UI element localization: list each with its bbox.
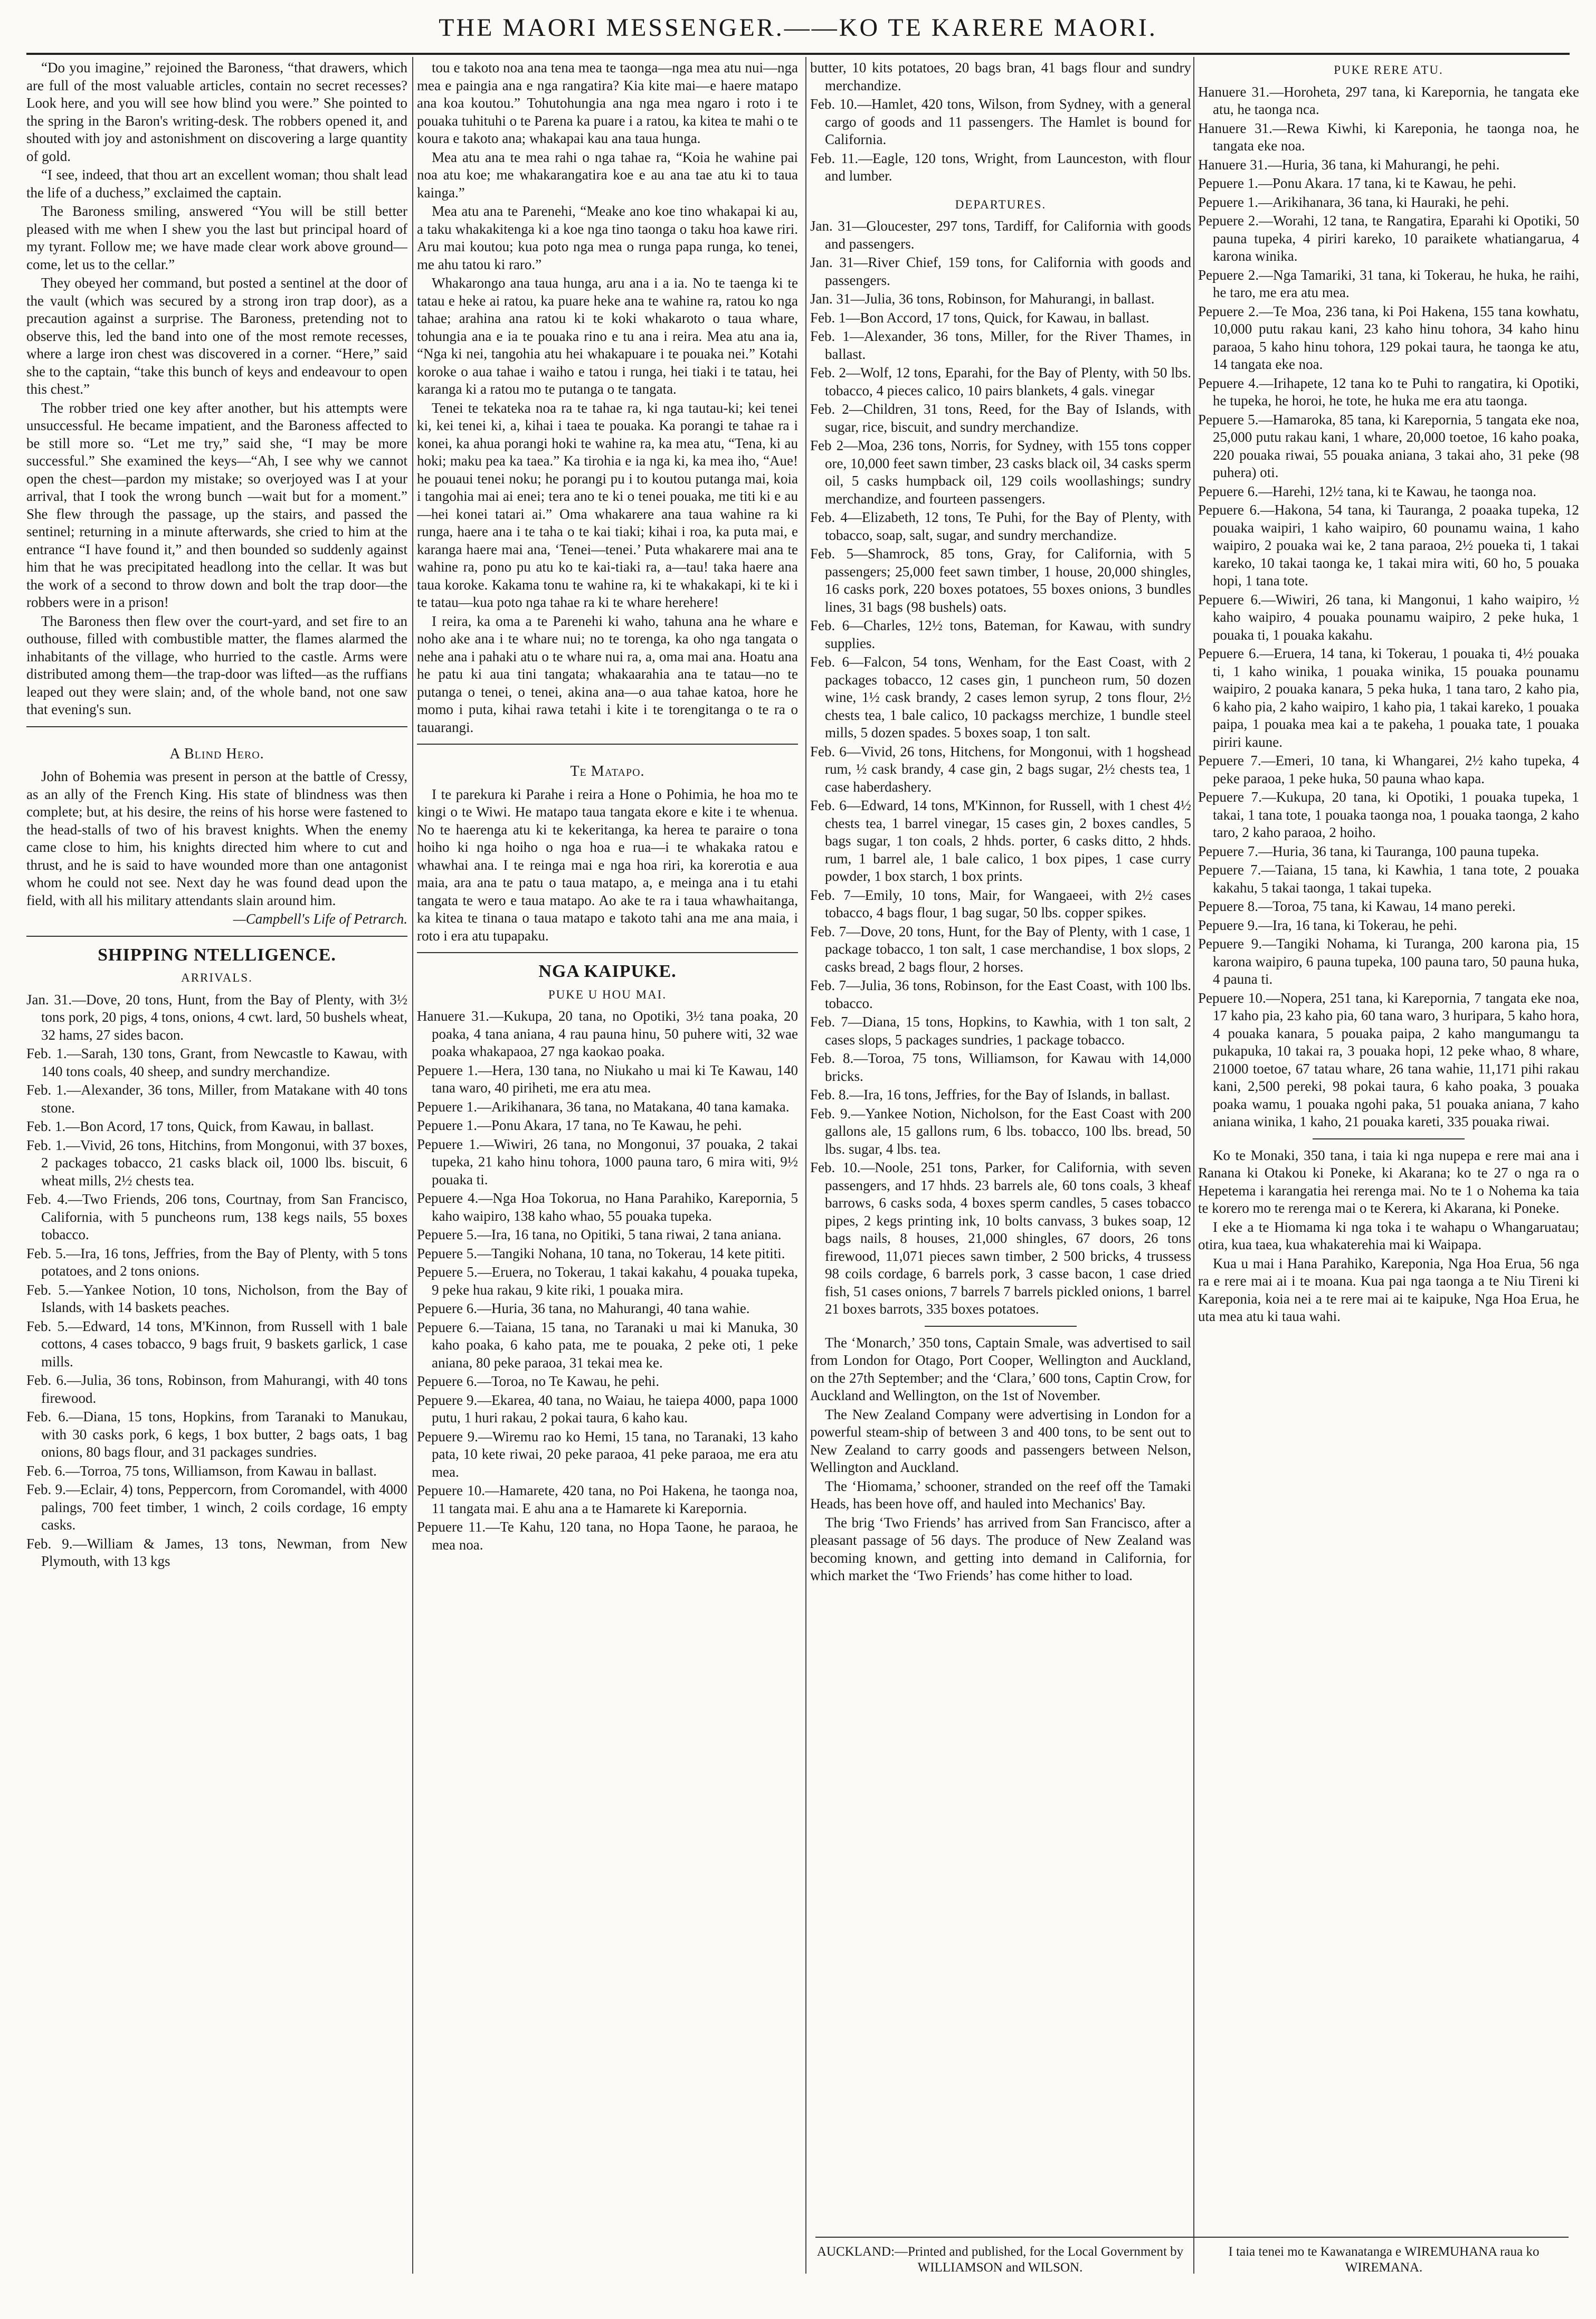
- departure-entry: Jan. 31—Gloucester, 297 tons, Tardiff, for California with goods and passengers.: [810, 218, 1191, 252]
- arrival-entry: butter, 10 kits potatoes, 20 bags bran, 41 bags flour and sundry merchandize.: [810, 60, 1191, 93]
- section-rule: [26, 936, 407, 937]
- puke-rere-entry: Pepuere 2.—Te Moa, 236 tana, ki Poi Hakena, 155 tana kowhatu, 10,000 putu rakau kani, 23 kaho hinu tohora, 34 kaho hinu paraoa, 5 kaho hinu tohora, 129 pokai taura, he taonga ke atu, 14 tangata eke noa.: [1198, 303, 1579, 372]
- departure-entry: Feb. 6—Falcon, 54 tons, Wenham, for the East Coast, with 2 packages tobacco, 12 cases gin, 1 puncheon rum, 50 dozen wine, 1½ cask brandy, 2 cases lemon syrup, 2 tons flour, 2½ chests tea, 1 bale calico, 10 packagss merchize, 1 bundle steel mills, 5 dozen spades. 5 boxes soap, 1 ton salt.: [810, 654, 1191, 740]
- news-paragraph: I eke a te Hiomama ki nga toka i te wahapu o Whangaruatau; otira, kua taea, kua whakaterehia mai ki Waipapa.: [1198, 1219, 1579, 1252]
- footer-rule: [815, 2237, 1569, 2238]
- kaipuke-entry: Pepuere 1.—Hera, 130 tana, no Niukaho u mai ki Te Kawau, 140 tana waro, 40 piriheti, me era atu mea.: [417, 1062, 798, 1096]
- puke-rere-entry: Pepuere 10.—Nopera, 251 tana, ki Karepornia, 7 tangata eke noa, 17 kaho pia, 23 kaho pia, 60 tana waro, 3 huripara, 5 kaho hora, 4 pouaka kanara, 5 pouaka paipa, 2 kaho mangumangu ta pukapuka, 10 takai ra, 3 pouaka hopi, 12 peke whao, 8 whare, 21000 toetoe, 67 tatau whare, 26 tana wahie, 11,171 pihi rakau kani, 2,500 pereki, 98 pokai taura, 6 kaho poaka, 3 pouaka poaka wamu, 1 pouaka ngohi paka, 51 pouaka aniana, 7 kaho aniana winika, 1 kaho, 21 pouaka kareti, 335 pouaka riwai.: [1198, 990, 1579, 1129]
- kaipuke-entry: Pepuere 11.—Te Kahu, 120 tana, no Hopa Taone, he paraoa, he mea noa.: [417, 1519, 798, 1553]
- news-paragraph: Kua u mai i Hana Parahiko, Kareponia, Nga Hoa Erua, 56 nga ra e rere mai ai i te moana. Kua pai nga taonga a te Niu Tireni ki Kareponia, koia nei a te rere mai ai te kaipuke, Nga Hoa Erua, he uta mea atu ki taua wahi.: [1198, 1255, 1579, 1324]
- masthead-rule: [26, 53, 1570, 55]
- departure-entry: Jan. 31—River Chief, 159 tons, for California with goods and passengers.: [810, 254, 1191, 288]
- arrival-entry: Feb. 9.—Eclair, 4) tons, Peppercorn, from Coromandel, with 4000 palings, 700 feet timber, 1 winch, 2 coils cordage, 16 empty casks.: [26, 1481, 407, 1533]
- story-paragraph: The Baroness then flew over the court-yard, and set fire to an outhouse, filled with combustible matter, the flames alarmed the inhabitants of the village, who hurried to the castle. Arms were distributed among them—the trap-door was lifted—as the ruffians leaped out they were slain; and, of the whole band, not one saw that evening's sun.: [26, 613, 407, 717]
- news-paragraph: The ‘Hiomama,’ schooner, stranded on the reef off the Tamaki Heads, has been hove off, and hauled into Mechanics' Bay.: [810, 1478, 1191, 1512]
- story-paragraph: They obeyed her command, but posted a sentinel at the door of the vault (which was secured by a strong iron trap door), as a precaution against a surprise. The Baroness, pretending not to observe this, led the band into one of the most remote recesses, where a large iron chest was discovered in a corner. “Here,” said she to the captain, “take this bunch of keys and endeavour to open this chest.”: [26, 275, 407, 397]
- news-paragraph: The ‘Monarch,’ 350 tons, Captain Smale, was advertised to sail from London for Otago, Port Cooper, Wellington and Auckland, on the 27th September; and the ‘Clara,’ 600 tons, Captin Crow, for Auckland and Wellington, on the 1st of November.: [810, 1334, 1191, 1403]
- departure-entry: Feb. 8.—Ira, 16 tons, Jeffries, for the Bay of Islands, in ballast.: [810, 1087, 1170, 1103]
- kaipuke-entry: Pepuere 9.—Ekarea, 40 tana, no Waiau, he taiepa 4000, papa 1000 putu, 1 huri rakau, 2 pokai taura, 6 kaho kau.: [417, 1392, 798, 1425]
- arrival-entry: Feb. 1.—Alexander, 36 tons, Miller, from Matakane with 40 tons stone.: [26, 1082, 407, 1116]
- section-rule: [26, 726, 407, 727]
- matapo-text: I te parekura ki Parahe i reira a Hone o Pohimia, he hoa mo te kingi o te Wiwi. He matapo taua tangata ekore e kite i te whenua. No te haerenga atu ki te kekeritanga, ka herea te paraire o tona hoiho ki nga hoiho o nga hoa e rua—i te whakaka ratou e whawhai ana. I te reinga mai e nga hoa riri, ka korerotia e aua maia, ara ana te patu o taua matapo, a, e meinga ana i tu etahi tangata te wero e taua matapo. Ao ake te ra i taua whawhaitanga, ka kitea te tinana o taua matapo e takoto tahi ana me ana maia, i roto i era atu tupapaku.: [417, 786, 798, 944]
- kaipuke-entry: Pepuere 1.—Ponu Akara, 17 tana, no Te Kawau, he pehi.: [417, 1117, 742, 1133]
- arrivals-continued: [810, 59, 1191, 185]
- kaipuke-entry: Pepuere 10.—Hamarete, 420 tana, no Poi Hakena, he taonga noa, 11 tangata mai. E ahu ana a te Hamarete ki Karepornia.: [417, 1482, 798, 1516]
- departure-entry: Feb. 6—Edward, 14 tons, M'Kinnon, for Russell, with 1 chest 4½ chests tea, 1 barrel vinegar, 15 cases gin, 2 boxes candles, 5 bags sugar, 1 ton coals, 2 hhds. porter, 6 casks ditto, 2 hhds. rum, 1 barrel ale, 1 bale calico, 1 box pipes, 1 case curry powder, 1 box starch, 1 box prints.: [810, 797, 1191, 884]
- puke-rere-entry: Hanuere 31.—Huria, 36 tana, ki Mahurangi, he pehi.: [1198, 156, 1500, 173]
- column-rule: [805, 57, 806, 2274]
- puke-rere-entry: Pepuere 6.—Harehi, 12½ tana, ki te Kawau, he taonga noa.: [1198, 483, 1537, 499]
- arrival-entry: Jan. 31.—Dove, 20 tons, Hunt, from the Bay of Plenty, with 3½ tons pork, 20 pigs, 4 tons, onions, 4 cwt. lard, 50 bushels wheat, 32 hams, 27 sides bacon.: [26, 991, 407, 1043]
- column-3: [810, 59, 1191, 2212]
- kaipuke-entry: Pepuere 9.—Wiremu rao ko Hemi, 15 tana, no Taranaki, 13 kaho pata, 10 kete riwai, 20 peke paraoa, 41 peke paraoa, me era atu mea.: [417, 1428, 798, 1480]
- departure-entry: Feb 2—Moa, 236 tons, Norris, for Sydney, with 155 tons copper ore, 10,000 feet sawn timber, 23 casks black oil, 34 casks sperm oil, 5 casks humpback oil, 129 coils woollashings; sundry merchandize, and fourteen passengers.: [810, 438, 1191, 507]
- arrival-entry: Feb. 6.—Torroa, 75 tons, Williamson, from Kawau in ballast.: [26, 1462, 377, 1479]
- blind-hero-title: A Blind Hero.: [169, 745, 264, 762]
- puke-rere-entry: Hanuere 31.—Horoheta, 297 tana, ki Karepornia, he tangata eke atu, he taonga nca.: [1198, 83, 1579, 117]
- departure-entry: Feb. 8.—Toroa, 75 tons, Williamson, for Kawau with 14,000 bricks.: [810, 1050, 1191, 1084]
- kaipuke-entry: Pepuere 5.—Tangiki Nohana, 10 tana, no Tokerau, 14 kete pititi.: [417, 1245, 785, 1261]
- story-paragraph: I reira, ka oma a te Parenehi ki waho, tahuna ana he whare e noho ake ana i te whare nui; no te torenga, ka oho nga tangata o nehe ana i pahaki atu o te whare nui ra, a, oma mai ana. Hoatu ana he patu ki aua tini tangata; whakaarahia ana te tatau—no te putanga o tenei, o tenei, akina ana—o aua tahae katoa, hore he momo i puta, kihai rawa tetahi i kite i te torengitanga o te ra o tauarangi.: [417, 613, 798, 735]
- puke-rere-entry: Pepuere 7.—Kukupa, 20 tana, ki Opotiki, 1 pouaka tupeka, 1 takai, 1 tana tote, 1 pouaka taonga noa, 1 pouaka taonga, 2 kaho taro, 2 kaho paraoa, 2 hoiho.: [1198, 789, 1579, 840]
- departure-entry: Feb. 2—Wolf, 12 tons, Eparahi, for the Bay of Plenty, with 50 lbs. tobacco, 4 pieces calico, 10 pairs blankets, 4 gals. vinegar: [810, 365, 1191, 398]
- news-paragraph: Ko te Monaki, 350 tana, i taia ki nga nupepa e rere mai ana i Ranana ki Otakou ki Poneke, ki Akarana; ko te 27 o nga ra o Hepetema i karangatia hei rerenga mai. No te 1 o Nohema ka taia te korero mo te rerenga mai o te Kerera, ki Akarana, ki Poneke.: [1198, 1147, 1579, 1216]
- departures-list: [810, 217, 1191, 1318]
- arrival-entry: Feb. 9.—William & James, 13 tons, Newman, from New Plymouth, with 13 kgs: [26, 1535, 407, 1569]
- puke-rere-entry: Pepuere 1.—Ponu Akara. 17 tana, ki te Kawau, he pehi.: [1198, 175, 1516, 191]
- puke-rere-entry: Pepuere 8.—Toroa, 75 tana, ki Kawau, 14 mano pereki.: [1198, 898, 1516, 914]
- arrival-entry: Feb. 6.—Julia, 36 tons, Robinson, from Mahurangi, with 40 tons firewood.: [26, 1372, 407, 1406]
- puke-rere-entry: Pepuere 2.—Worahi, 12 tana, te Rangatira, Eparahi ki Opotiki, 50 pauna tupeka, 4 piriri kareko, 10 paraikete whatiangarua, 4 karona winika.: [1198, 213, 1579, 264]
- story-maori: [417, 59, 798, 736]
- kaipuke-subtitle: PUKE U HOU MAI.: [548, 987, 667, 1001]
- kaipuke-title: NGA KAIPUKE.: [538, 962, 677, 981]
- news-paragraph: The brig ‘Two Friends’ has arrived from San Francisco, after a pleasant passage of 56 days. The produce of New Zealand was becoming known, and getting into demand in California, for which market the ‘Two Friends’ has come hither to load.: [810, 1514, 1191, 1583]
- puke-rere-entry: Pepuere 5.—Hamaroka, 85 tana, ki Karepornia, 5 tangata eke noa, 25,000 putu rakau kani, 1 whare, 20,000 toetoe, 16 kaho poaka, 220 pouaka riwai, 55 pouaka aniana, 3 takai aho, 31 peke (98 puhera) oti.: [1198, 411, 1579, 480]
- imprint-english: AUCKLAND:—Printed and published, for the Local Government by WILLIAMSON and WILSON.: [816, 2245, 1184, 2275]
- departure-entry: Feb. 5—Shamrock, 85 tons, Gray, for California, with 5 passengers; 25,000 feet sawn timber, 1 house, 20,000 shingles, 16 casks pork, 220 boxes potatoes, 55 boxes onions, 3 bundles lines, 31 bags (98 bushels) oats.: [810, 546, 1191, 615]
- kaipuke-entry: Pepuere 6.—Huria, 36 tana, no Mahurangi, 40 tana wahie.: [417, 1300, 750, 1316]
- puke-rere-entry: Pepuere 9.—Tangiki Nohama, ki Turanga, 200 karona pia, 15 karona waipiro, 6 pauna tupeka, 100 pauna taro, 50 pauna huka, 4 pauna ti.: [1198, 936, 1579, 987]
- section-rule: [1313, 1138, 1465, 1139]
- kaipuke-entry: Pepuere 6.—Taiana, 15 tana, no Taranaki u mai ki Manuka, 30 kaho poaka, 6 kaho pata, me te pouaka, 2 peke oti, 1 peke aniana, 80 peke paraoa, 31 tekai mea ke.: [417, 1319, 798, 1371]
- story-paragraph: The robber tried one key after another, but his attempts were unsuccessful. He became impatient, and the Baroness affected to be still more so. “Let me try,” said she, “I may be more successful.” She examined the keys—“Ah, I see why we cannot open the chest—pardon my mistake; so overjoyed was I at your arrival, that I took the wrong bunch —wait but for a moment.” She flew through the passage, up the stairs, and passed the sentinel; returning in a minute afterwards, she cried to him at the entrance “I have found it,” and then bounded so suddenly against him that he was precipitated headlong into the cellar. It was but the work of a second to throw down and bolt the trap door—the robbers were in a prison!: [26, 400, 407, 610]
- puke-rere-entry: Pepuere 6.—Eruera, 14 tana, ki Tokerau, 1 pouaka ti, 4½ pouaka ti, 1 kaho winika, 1 pouaka winika, 15 pouaka pounamu waipiro, 2 pouaka kanara, 5 peka huka, 1 tana taro, 2 kaho pia, 6 kaho pia, 2 kaho waipiro, 1 kaho pia, 1 takai kareko, 1 pouaka paipa, 1 pouaka mea kai a te pakeha, 1 pouaka tate, 1 pouaka piriri kaune.: [1198, 645, 1579, 750]
- blind-hero-text: John of Bohemia was present in person at the battle of Cressy, as an ally of the French King. His state of blindness was then complete; but, at his desire, the reins of his horse were fastened to the head-stalls of two of his bravest knights. When the enemy came close to him, his knights directed him where to cut and thrust, and he is said to have wounded more than one antagonist whom he could not see. Next day he was found dead upon the field, with all his military attendants slain around him.: [26, 768, 407, 908]
- story-paragraph: Mea atu ana te Parenehi, “Meake ano koe tino whakapai ki au, a taku whakakitenga ki a koe nga tino taonga o taku hoa kawe riri. Aru mai koutou; kua poto nga mea o runga papa runga, ko tenei, me ahu tatou ki raro.”: [417, 203, 798, 272]
- arrival-entry: Feb. 11.—Eagle, 120 tons, Wright, from Launceston, with flour and lumber.: [810, 150, 1191, 184]
- section-rule: [925, 1326, 1077, 1327]
- puke-rere-entry: Pepuere 7.—Taiana, 15 tana, ki Kawhia, 1 tana tote, 2 pouaka kakahu, 5 takai taonga, 1 takai tupeka.: [1198, 862, 1579, 896]
- departure-entry: Feb. 4—Elizabeth, 12 tons, Te Puhi, for the Bay of Plenty, with tobacco, soap, salt, sugar, and sundry merchandize.: [810, 509, 1191, 543]
- story-paragraph: Whakarongo ana taua hunga, aru ana i a ia. No te taenga ki te tatau e heke ai ratou, ka puare heke ana te wahine ra, ratou ko nga tahae; arahina ana ratou ki te koki whakaroto o taua whare, tohungia ana e ia te pouaka rino e tu ana i reira. Mea atu ana ia, “Nga ki nei, tangohia atu hei whakapuare i te pouaka nei.” Kotahi koroke o aua tahae i waiho e tatou i runga, hei tiaki i te tatau, hei karanga ki a ratou mo te putanga o te tangata.: [417, 275, 798, 397]
- puke-rere-entry: Pepuere 2.—Nga Tamariki, 31 tana, ki Tokerau, he huka, he raihi, he taro, me era atu mea.: [1198, 267, 1579, 300]
- section-rule: [417, 952, 798, 953]
- departure-entry: Feb. 7—Julia, 36 tons, Robinson, for the East Coast, with 100 lbs. tobacco.: [810, 977, 1191, 1011]
- puke-rere-list: [1198, 83, 1579, 1131]
- column-4: [1198, 59, 1579, 2212]
- section-rule: [417, 744, 798, 745]
- shipping-title: SHIPPING NTELLIGENCE.: [98, 945, 336, 965]
- news-english: [810, 1334, 1191, 1585]
- kaipuke-entry: Hanuere 31.—Kukupa, 20 tana, no Opotiki, 3½ tana poaka, 20 poaka, 4 tana aniana, 4 rau pauna hinu, 50 puhere witi, 32 wae poaka whakapaoa, 27 nga kaokao poaka.: [417, 1008, 798, 1059]
- arrival-entry: Feb. 5.—Ira, 16 tons, Jeffries, from the Bay of Plenty, with 5 tons potatoes, and 2 tons onions.: [26, 1245, 407, 1279]
- news-maori: [1198, 1147, 1579, 1326]
- departure-entry: Feb. 9.—Yankee Notion, Nicholson, for the East Coast with 200 gallons ale, 15 gallons rum, 6 lbs. tobacco, 100 lbs. bread, 50 lbs. sugar, 4 lbs. tea.: [810, 1105, 1191, 1157]
- column-rule: [1193, 57, 1194, 2274]
- arrival-entry: Feb. 1.—Sarah, 130 tons, Grant, from Newcastle to Kawau, with 140 tons coals, 40 sheep, and sundry merchandize.: [26, 1046, 407, 1079]
- arrival-entry: Feb. 6.—Diana, 15 tons, Hopkins, from Taranaki to Manukau, with 30 casks pork, 6 kegs, 1 box butter, 2 bags oats, 1 bag onions, 80 bags flour, and 31 packages sundries.: [26, 1409, 407, 1460]
- story-english: [26, 59, 407, 719]
- puke-rere-entry: Pepuere 1.—Arikihanara, 36 tana, ki Hauraki, he pehi.: [1198, 194, 1509, 210]
- kaipuke-entry: Pepuere 6.—Toroa, no Te Kawau, he pehi.: [417, 1373, 660, 1389]
- story-paragraph: Tenei te tekateka noa ra te tahae ra, ki nga tautau-ki; kei tenei ki, kei tenei ki, a, kihai i taea te pouaka. Ka porangi te tahae ra i konei, ka ahua porangi hoki te wahine ra, ka mea atu, “Tena, ki au hoki; maku pea ka taea.” Ka tirohia e ia nga ki, ka mea iho, “Aue! he pouaui tenei noku; he porangi pu i to koutou putanga mai, koia i tangohia mai ai enei; tera ano te ki o tenei pouaka, me titi ki e au—hei konei tatari ai.” Oma whakarere ana taua wahine ra ki runga, haere ana i te taha o te kai tiaki; kihai i roa, ka puta mai, e karanga haere mai ana, ‘Tenei—tenei.’ Puta whakarere mai ana te wahine ra, pono pu atu ko te kai-tiaki ra, a—tau! taka haere ana taua koroke. Kakama tonu te wahine ra, ki te whakakapi, ki te ki i te tatau—kua poto nga tahae ra ki te whare herehere!: [417, 400, 798, 610]
- puke-rere-entry: Pepuere 6.—Wiwiri, 26 tana, ki Mangonui, 1 kaho waipiro, ½ kaho waipiro, 4 pouaka pounamu waipiro, 2 peke huka, 1 pouaka ti, 1 pouaka kakahu.: [1198, 591, 1579, 643]
- kaipuke-entry: Pepuere 1.—Wiwiri, 26 tana, no Mongonui, 37 pouaka, 2 takai tupeka, 21 kaho hinu tohora, 1000 pauna taro, 6 mira witi, 9½ pouaka ti.: [417, 1136, 798, 1187]
- story-paragraph: Mea atu ana te mea rahi o nga tahae ra, “Koia he wahine pai noa atu koe; me whakarangatira koe e au ana tae atu ki to taua kainga.”: [417, 149, 798, 201]
- puke-rere-entry: Hanuere 31.—Rewa Kiwhi, ki Kareponia, he taonga noa, he tangata eke noa.: [1198, 120, 1579, 154]
- departure-entry: Feb. 6—Vivid, 26 tons, Hitchens, for Mongonui, with 1 hogshead rum, ½ cask brandy, 4 case gin, 2 bags sugar, 2½ chests tea, 1 case haberdashery.: [810, 743, 1191, 795]
- arrival-entry: Feb. 4.—Two Friends, 206 tons, Courtnay, from San Francisco, California, with 5 puncheons rum, 138 kegs nails, 55 boxes tobacco.: [26, 1191, 407, 1242]
- puke-rere-title: PUKE RERE ATU.: [1334, 63, 1443, 77]
- departure-entry: Feb. 1—Bon Accord, 17 tons, Quick, for Kawau, in ballast.: [810, 309, 1150, 326]
- column-2: [417, 59, 798, 2212]
- masthead: THE MAORI MESSENGER.——KO TE KARERE MAORI.: [439, 14, 1157, 42]
- arrivals-list: [26, 991, 407, 1571]
- puke-rere-entry: Pepuere 7.—Huria, 36 tana, ki Tauranga, 100 pauna tupeka.: [1198, 843, 1540, 859]
- kaipuke-list: [417, 1008, 798, 1554]
- column-1: [26, 59, 407, 2212]
- arrival-entry: Feb. 1.—Bon Acord, 17 tons, Quick, from Kawau, in ballast.: [26, 1118, 374, 1134]
- departure-entry: Feb. 7—Dove, 20 tons, Hunt, for the Bay of Plenty, with 1 case, 1 package tobacco, 1 ton salt, 1 case merchandise, 1 box slops, 2 casks bread, 2 bags flour, 2 horses.: [810, 923, 1191, 975]
- arrival-entry: Feb. 5.—Edward, 14 tons, M'Kinnon, from Russell with 1 bale cottons, 4 cases tobacco, 9 bags fruit, 9 baskets garlick, 1 case mills.: [26, 1318, 407, 1370]
- story-paragraph: “Do you imagine,” rejoined the Baroness, “that drawers, which are full of the most valuable articles, contain no secret recesses? Look here, and you will see how blind you were.” She pointed to the spring in the Baron's writing-desk. The robbers opened it, and shouted with joy and astonishment on discovering a large quantity of gold.: [26, 60, 407, 164]
- departure-entry: Feb. 10.—Noole, 251 tons, Parker, for California, with seven passengers, and 17 hhds. 23 barrels ale, 60 tons coals, 3 kheaf barrows, 6 casks soda, 4 boxes sperm candles, 5 cases tobacco pipes, 2 kegs printing ink, 10 bolts canvass, 3 bukes soap, 12 bags nails, 8 houses, 21,000 shingles, 67 doors, 26 tons firewood, 11,071 pieces sawn timber, 2 500 bricks, 4 trussess 98 coils cordage, 6 barrels pork, 3 casse bacon, 1 case dried fish, 51 cases onions, 7 barrels 7 barrels pickled onions, 1 barrel 21 boxes barrots, 335 boxes potatoes.: [810, 1160, 1191, 1317]
- kaipuke-entry: Pepuere 5.—Eruera, no Tokerau, 1 takai kakahu, 4 pouaka tupeka, 9 peke hua rakau, 9 kite riki, 1 pouaka mira.: [417, 1264, 798, 1298]
- arrival-entry: Feb. 1.—Vivid, 26 tons, Hitchins, from Mongonui, with 37 boxes, 2 packages tobacco, 21 casks black oil, 1000 lbs. biscuit, 6 wheat mills, 2½ chests tea.: [26, 1137, 407, 1189]
- puke-rere-entry: Pepuere 7.—Emeri, 10 tana, ki Whangarei, 2½ kaho tupeka, 4 peke paraoa, 1 peke huka, 50 pauna whao kapa.: [1198, 753, 1579, 786]
- kaipuke-entry: Pepuere 1.—Arikihanara, 36 tana, no Matakana, 40 tana kamaka.: [417, 1098, 790, 1115]
- story-paragraph: “I see, indeed, that thou art an excellent woman; thou shalt lead the life of a duchess,” exclaimed the captain.: [26, 167, 407, 201]
- arrival-entry: Feb. 10.—Hamlet, 420 tons, Wilson, from Sydney, with a general cargo of goods and 11 passengers. The Hamlet is bound for California.: [810, 96, 1191, 147]
- story-paragraph: tou e takoto noa ana tena mea te taonga—nga mea atu nui—nga mea e paingia ana e nga rangatira? Kia kite mai—e haere matapo ana koa koutou.” Tohutohungia ana nga mea ngaro i roto i te pouaka tuhituhi o te Parena ka puare i a ratou, ka kitea te mahi o te koura e takoto ana; whakapai kau ana taua hunga.: [417, 60, 798, 146]
- departure-entry: Feb. 1—Alexander, 36 tons, Miller, for the River Thames, in ballast.: [810, 328, 1191, 362]
- column-rule: [412, 57, 413, 2274]
- kaipuke-entry: Pepuere 5.—Ira, 16 tana, no Opitiki, 5 tana riwai, 2 tana aniana.: [417, 1227, 782, 1242]
- departure-entry: Feb. 6—Charles, 12½ tons, Bateman, for Kawau, with sundry supplies.: [810, 617, 1191, 651]
- departure-entry: Feb. 7—Diana, 15 tons, Hopkins, to Kawhia, with 1 ton salt, 2 cases slops, 5 packages sundries, 1 package tobacco.: [810, 1014, 1191, 1048]
- news-paragraph: The New Zealand Company were advertising in London for a powerful steam-ship of between 3 and 400 tons, to be sent out to New Zealand to carry goods and passengers between Nelson, Wellington and Auckland.: [810, 1406, 1191, 1475]
- arrivals-title: ARRIVALS.: [181, 971, 253, 984]
- matapo-title: Te Matapo.: [570, 763, 645, 780]
- departure-entry: Feb. 7—Emily, 10 tons, Mair, for Wangaeei, with 2½ cases tobacco, 4 bags flour, 1 bag sugar, 50 lbs. copper spikes.: [810, 887, 1191, 920]
- imprint-maori: I taia tenei mo te Kawanatanga e WIREMUHANA raua ko WIREMANA.: [1228, 2245, 1540, 2275]
- puke-rere-entry: Pepuere 4.—Irihapete, 12 tana ko te Puhi to rangatira, ki Opotiki, he tupeka, he horoi, he tote, he huka me era atu taonga.: [1198, 375, 1579, 408]
- blind-hero-citation: —Campbell's Life of Petrarch.: [233, 911, 407, 927]
- departure-entry: Jan. 31—Julia, 36 tons, Robinson, for Mahurangi, in ballast.: [810, 291, 1155, 307]
- departure-entry: Feb. 2—Children, 31 tons, Reed, for the Bay of Islands, with sugar, rice, biscuit, and sundry merchandize.: [810, 401, 1191, 435]
- arrival-entry: Feb. 5.—Yankee Notion, 10 tons, Nicholson, from the Bay of Islands, with 14 baskets peaches.: [26, 1281, 407, 1315]
- puke-rere-entry: Pepuere 9.—Ira, 16 tana, ki Tokerau, he pehi.: [1198, 917, 1457, 933]
- kaipuke-entry: Pepuere 4.—Nga Hoa Tokorua, no Hana Parahiko, Karepornia, 5 kaho waipiro, 138 kaho whao, 55 pouaka tupeka.: [417, 1190, 798, 1224]
- puke-rere-entry: Pepuere 6.—Hakona, 54 tana, ki Tauranga, 2 poaaka tupeka, 12 pouaka waipiri, 1 kaho waipiro, 60 pounamu waina, 1 kaho waipiro, 2 pouaka wai ke, 2 tana paraoa, 2½ poueka ti, 1 takai kareko, 10 takai taonga ke, 1 takai mira witi, 60 ho, 5 pouaka hopi, 1 tana tote.: [1198, 502, 1579, 588]
- story-paragraph: The Baroness smiling, answered “You will be still better pleased with me when I shew you the last but principal hoard of my tyrant. Follow me; we have made clear work above ground—come, let us to the cellar.”: [26, 203, 407, 272]
- departures-title: DEPARTURES.: [955, 197, 1047, 211]
